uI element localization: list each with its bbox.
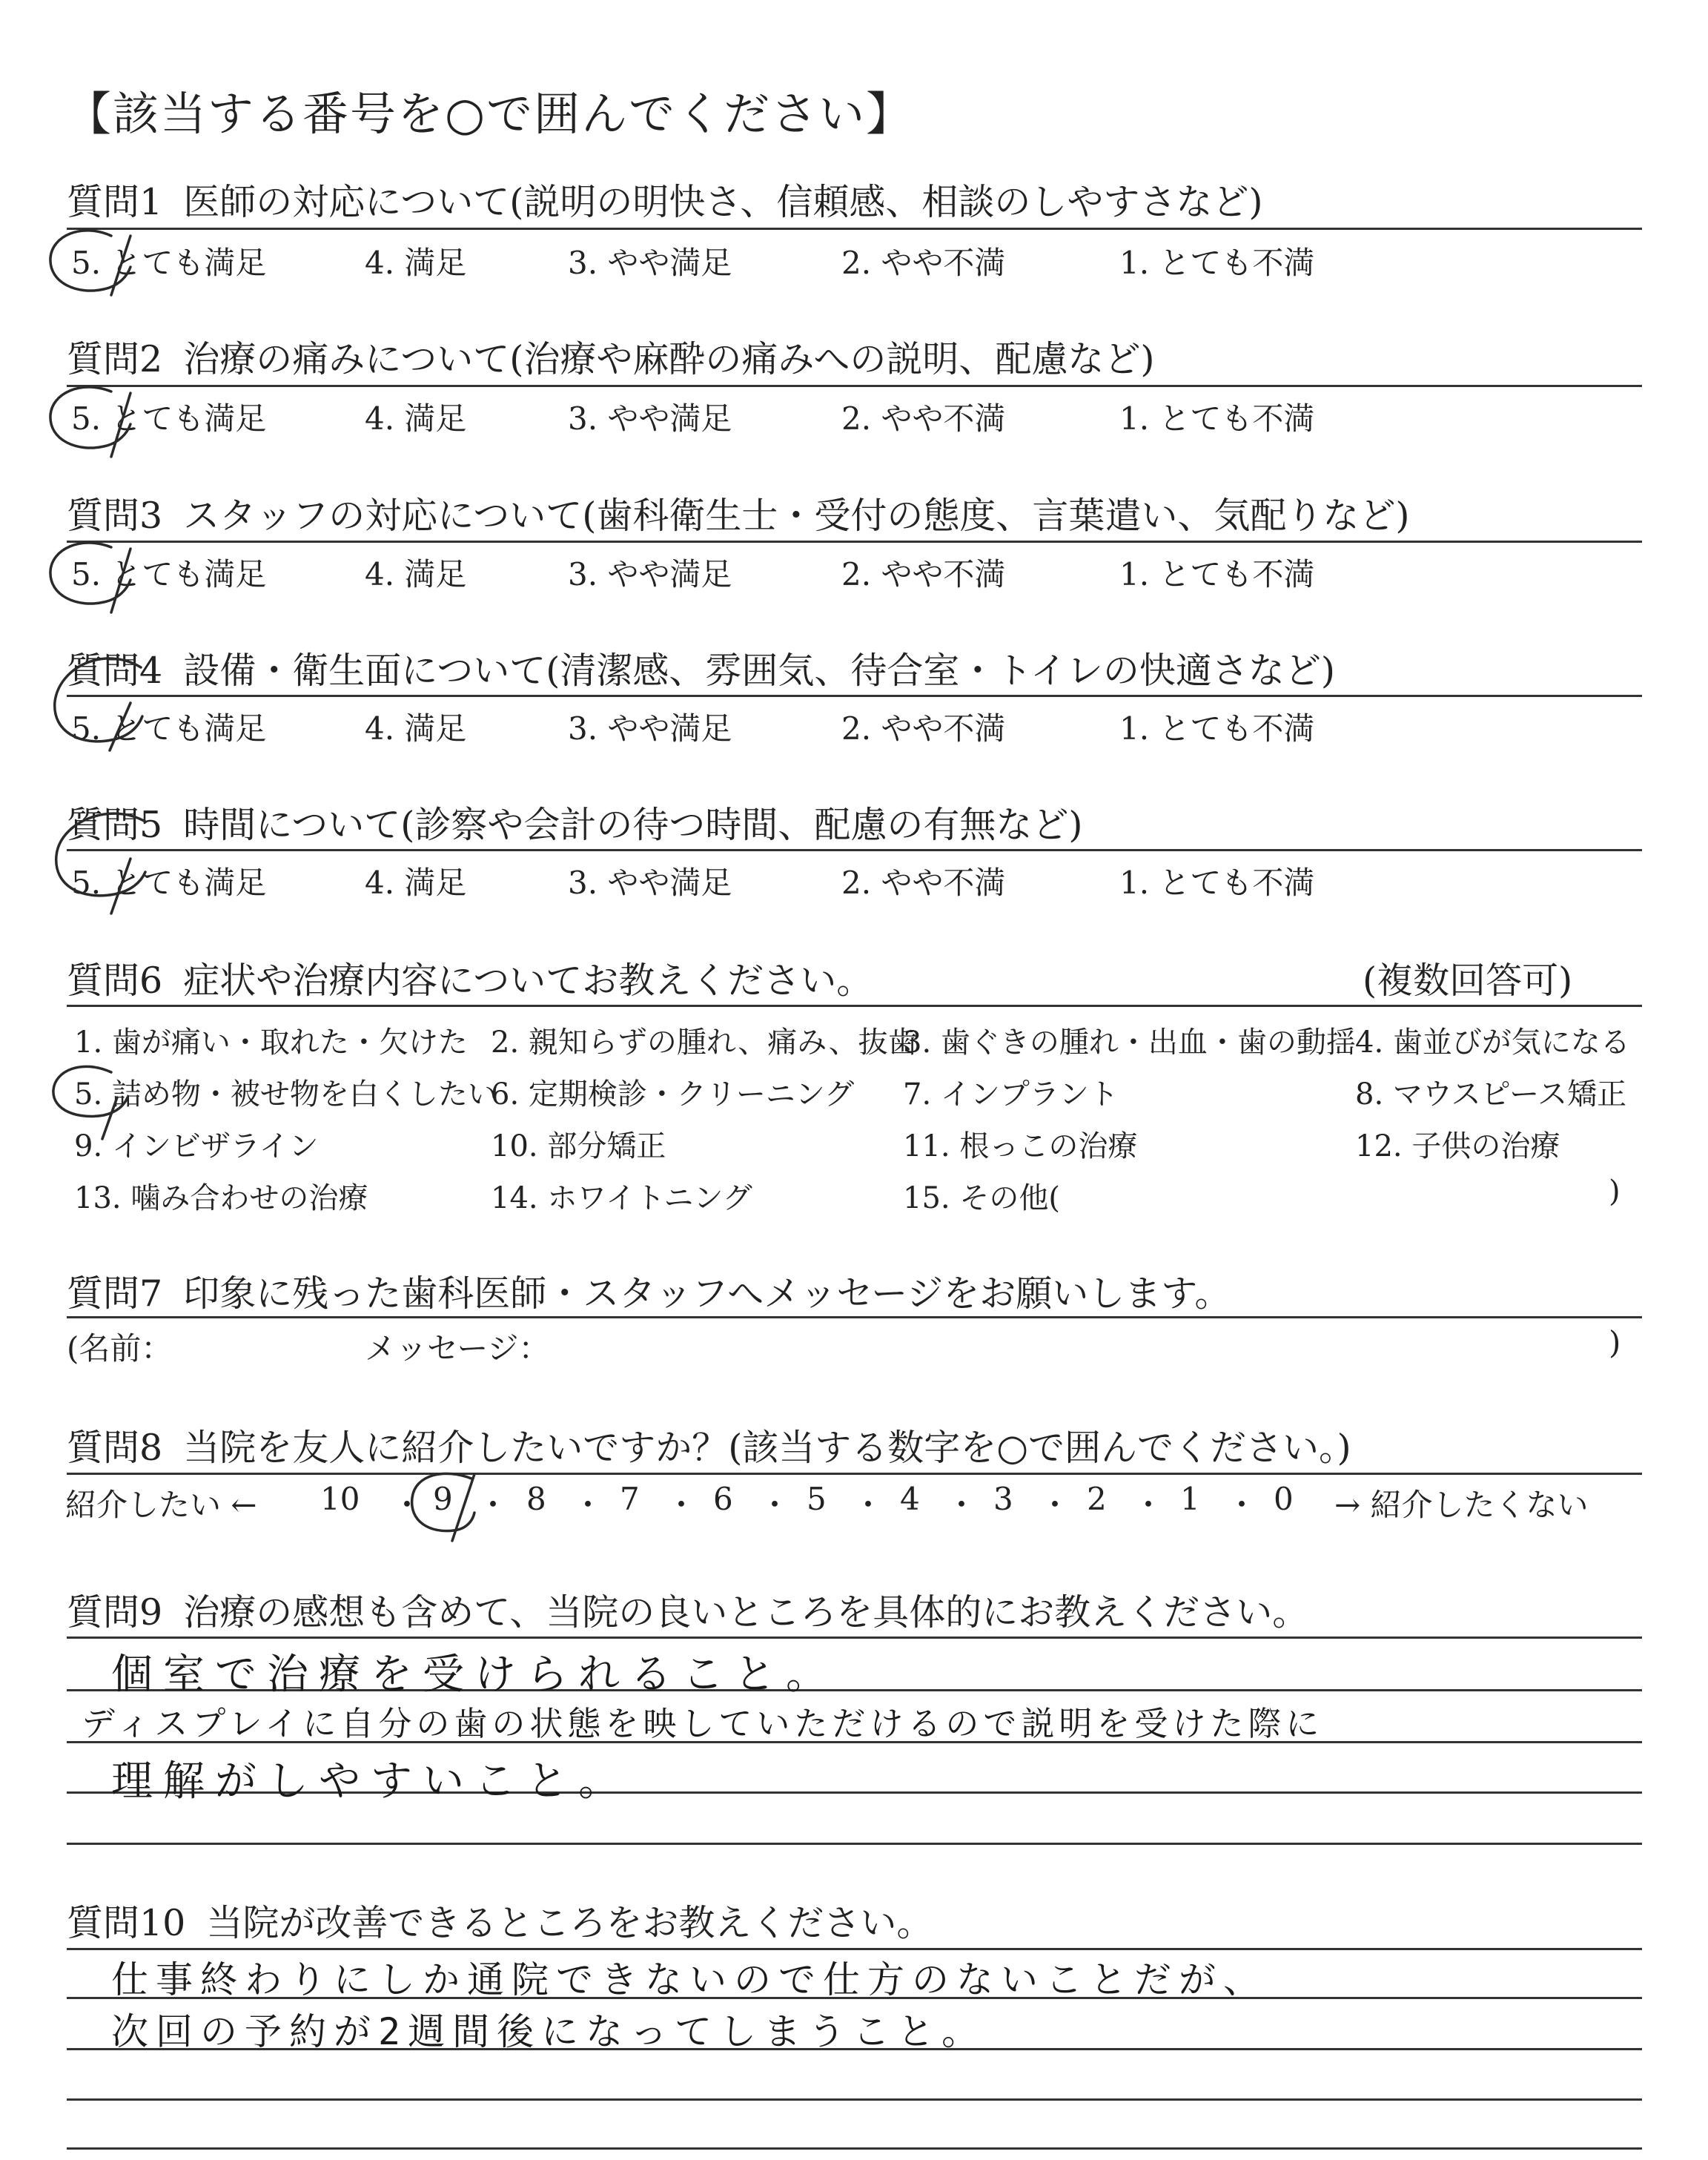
scale-0[interactable]: 0 — [1274, 1481, 1294, 1517]
divider — [67, 541, 1642, 543]
scale-dot: ・ — [1133, 1487, 1165, 1523]
question-3-heading — [67, 487, 1409, 539]
q5-option-2[interactable]: 2. やや不満 — [841, 865, 1006, 901]
question-10-number: 質問10 — [67, 1902, 186, 1944]
recommend-left-label: 紹介したい ← — [65, 1487, 257, 1523]
q1-option-5[interactable]: 5. とても満足 — [71, 245, 267, 281]
question-2-heading — [67, 331, 1154, 383]
question-6-note: (複数回答可) — [1363, 960, 1573, 1002]
question-2-number: 質問2 — [67, 338, 163, 380]
scale-5[interactable]: 5 — [807, 1481, 827, 1517]
symptom-option-12[interactable]: 12. 子供の治療 — [1355, 1129, 1560, 1163]
divider — [67, 1005, 1642, 1007]
question-7-heading — [67, 1265, 1231, 1317]
q1-option-2[interactable]: 2. やや不満 — [841, 245, 1006, 281]
q10-answer-line-1: 仕事終わりにしか通院できないので仕方のないことだが、 — [111, 1958, 1268, 2001]
symptom-option-9[interactable]: 9. インビザライン — [74, 1129, 319, 1163]
question-9-text: 治療の感想も含めて、当院の良いところを具体的にお教えください。 — [183, 1591, 1309, 1634]
question-1-number: 質問1 — [67, 181, 163, 223]
scale-4[interactable]: 4 — [900, 1481, 920, 1517]
divider — [67, 1316, 1642, 1318]
question-7-number: 質問7 — [67, 1272, 163, 1315]
q4-option-1[interactable]: 1. とても不満 — [1119, 710, 1315, 747]
divider — [67, 385, 1642, 387]
q3-option-4[interactable]: 4. 満足 — [365, 556, 467, 592]
q3-option-2[interactable]: 2. やや不満 — [841, 556, 1006, 592]
question-1-heading — [67, 174, 1262, 225]
scale-7[interactable]: 7 — [620, 1481, 640, 1517]
question-2-text: 治療の痛みについて(治療や麻酔の痛みへの説明、配慮など) — [183, 338, 1155, 380]
symptom-other-close: ) — [1609, 1175, 1621, 1209]
question-9-heading — [67, 1584, 1308, 1636]
question-5-text: 時間について(診察や会計の待つ時間、配慮の有無など) — [183, 804, 1083, 846]
scale-1[interactable]: 1 — [1180, 1481, 1200, 1517]
q4-option-2[interactable]: 2. やや不満 — [841, 710, 1006, 747]
scale-10[interactable]: 10 — [320, 1481, 360, 1517]
symptom-option-5[interactable]: 5. 詰め物・被せ物を白くしたい — [74, 1077, 497, 1112]
scale-6[interactable]: 6 — [713, 1481, 733, 1517]
symptom-option-10[interactable]: 10. 部分矯正 — [491, 1129, 666, 1163]
symptom-option-6[interactable]: 6. 定期検診・クリーニング — [491, 1077, 855, 1112]
q1-option-1[interactable]: 1. とても不満 — [1119, 245, 1315, 281]
scale-dot: ・ — [666, 1487, 698, 1523]
message-close: ) — [1609, 1324, 1621, 1361]
q1-option-3[interactable]: 3. やや満足 — [568, 245, 732, 281]
page-title: 【該当する番号を○で囲んでください】 — [65, 87, 914, 141]
symptom-option-14[interactable]: 14. ホワイトニング — [491, 1181, 752, 1215]
q5-option-4[interactable]: 4. 満足 — [365, 865, 467, 901]
question-1-text: 医師の対応について(説明の明快さ、信頼感、相談のしやすさなど) — [183, 181, 1263, 223]
q5-option-1[interactable]: 1. とても不満 — [1119, 865, 1315, 901]
q4-option-3[interactable]: 3. やや満足 — [568, 710, 732, 747]
scale-dot: ・ — [946, 1487, 978, 1523]
scale-dot: ・ — [477, 1487, 509, 1523]
divider — [67, 695, 1642, 697]
symptom-option-4[interactable]: 4. 歯並びが気になる — [1355, 1025, 1630, 1060]
scale-8[interactable]: 8 — [526, 1481, 546, 1517]
scale-9[interactable]: 9 — [433, 1481, 453, 1517]
divider — [67, 228, 1642, 230]
question-8-number: 質問8 — [67, 1427, 163, 1469]
q3-option-1[interactable]: 1. とても不満 — [1119, 556, 1315, 592]
question-3-text: スタッフの対応について(歯科衛生士・受付の態度、言葉遣い、気配りなど) — [183, 495, 1410, 537]
question-6-text: 症状や治療内容についてお教えください。 — [183, 960, 873, 1002]
answer-line — [67, 2098, 1642, 2101]
answer-line — [67, 2147, 1642, 2150]
answer-line — [67, 1843, 1642, 1845]
question-4-text: 設備・衛生面について(清潔感、雰囲気、待合室・トイレの快適さなど) — [183, 650, 1335, 692]
answer-line — [67, 1636, 1642, 1639]
scale-dot: ・ — [853, 1487, 884, 1523]
question-8-text: 当院を友人に紹介したいですか？(該当する数字を○で囲んでください。) — [183, 1427, 1351, 1469]
question-10-heading — [67, 1895, 933, 1946]
scale-3[interactable]: 3 — [993, 1481, 1013, 1517]
q9-answer-line-1: 個室で治療を受けられること。 — [111, 1651, 838, 1699]
q4-option-5[interactable]: 5. とても満足 — [71, 710, 267, 747]
question-8-heading — [67, 1419, 1351, 1471]
symptom-option-7[interactable]: 7. インプラント — [903, 1077, 1119, 1112]
q2-option-1[interactable]: 1. とても不満 — [1119, 400, 1315, 437]
q3-option-5[interactable]: 5. とても満足 — [71, 556, 267, 592]
symptom-option-3[interactable]: 3. 歯ぐきの腫れ・出血・歯の動揺 — [903, 1025, 1356, 1060]
question-6-number: 質問6 — [67, 960, 163, 1002]
q2-option-3[interactable]: 3. やや満足 — [568, 400, 732, 437]
q10-answer-line-2: 次回の予約が2週間後になってしまうこと。 — [111, 2010, 987, 2053]
question-4-heading — [67, 642, 1335, 694]
q2-option-4[interactable]: 4. 満足 — [365, 400, 467, 437]
question-6-heading — [67, 952, 873, 1004]
q1-option-4[interactable]: 4. 満足 — [365, 245, 467, 281]
recommend-right-label: → 紹介したくない — [1334, 1487, 1589, 1523]
question-5-heading — [67, 796, 1082, 848]
symptom-option-8[interactable]: 8. マウスピース矯正 — [1355, 1077, 1627, 1112]
message-label: メッセージ： — [365, 1330, 550, 1367]
scale-dot: ・ — [572, 1487, 604, 1523]
question-3-number: 質問3 — [67, 495, 163, 537]
q9-answer-line-2: ディスプレイに自分の歯の状態を映していただけるので説明を受けた際に — [82, 1704, 1324, 1743]
divider — [67, 849, 1642, 851]
scale-dot: ・ — [759, 1487, 791, 1523]
symptom-option-11[interactable]: 11. 根っこの治療 — [903, 1129, 1138, 1163]
question-4-number: 質問4 — [67, 650, 163, 692]
question-10-text: 当院が改善できるところをお教えください。 — [206, 1902, 933, 1944]
q5-option-5[interactable]: 5. とても満足 — [71, 865, 267, 901]
name-label: (名前： — [67, 1330, 173, 1367]
question-7-text: 印象に残った歯科医師・スタッフへメッセージをお願いします。 — [183, 1272, 1231, 1315]
divider — [67, 1473, 1642, 1475]
q2-option-2[interactable]: 2. やや不満 — [841, 400, 1006, 437]
scale-dot: ・ — [391, 1487, 423, 1523]
q5-option-3[interactable]: 3. やや満足 — [568, 865, 732, 901]
symptom-option-1[interactable]: 1. 歯が痛い・取れた・欠けた — [74, 1025, 468, 1060]
scale-2[interactable]: 2 — [1087, 1481, 1107, 1517]
symptom-option-15[interactable]: 15. その他( — [903, 1181, 1060, 1215]
scale-dot: ・ — [1226, 1487, 1258, 1523]
symptom-option-13[interactable]: 13. 噛み合わせの治療 — [74, 1181, 368, 1215]
scale-dot: ・ — [1039, 1487, 1071, 1523]
q4-option-4[interactable]: 4. 満足 — [365, 710, 467, 747]
question-5-number: 質問5 — [67, 804, 163, 846]
question-9-number: 質問9 — [67, 1591, 163, 1634]
q9-answer-line-3: 理解がしやすいこと。 — [111, 1757, 630, 1806]
q3-option-3[interactable]: 3. やや満足 — [568, 556, 732, 592]
symptom-option-2[interactable]: 2. 親知らずの腫れ、痛み、抜歯 — [491, 1025, 918, 1060]
q2-option-5[interactable]: 5. とても満足 — [71, 400, 267, 437]
